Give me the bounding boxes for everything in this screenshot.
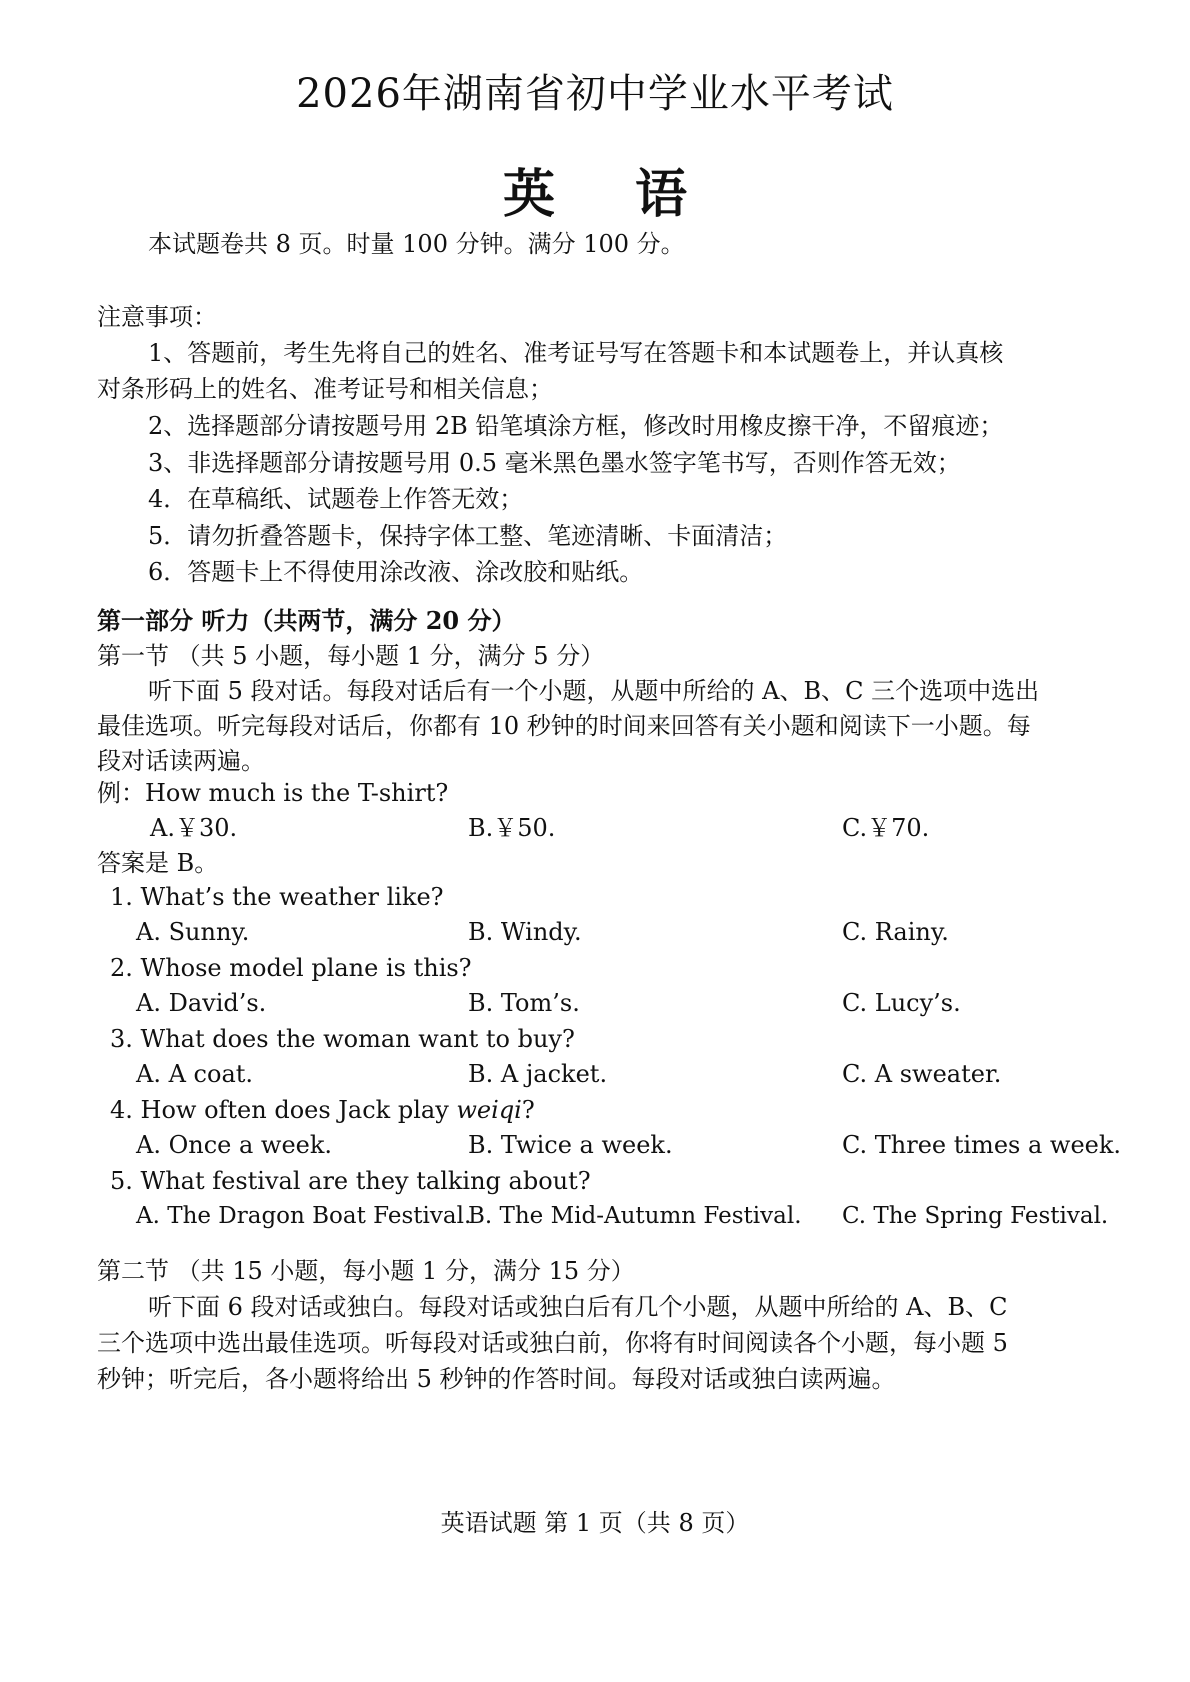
- exam-info: 本试题卷共 8 页。时量 100 分钟。满分 100 分。: [148, 230, 685, 258]
- page-footer: 英语试题 第 1 页（共 8 页）: [440, 1509, 750, 1537]
- q3-option-b: B. A jacket.: [468, 1060, 608, 1088]
- section2-heading: 第二节 （共 15 小题，每小题 1 分，满分 15 分）: [97, 1257, 635, 1285]
- note-item-4: 4．在草稿纸、试题卷上作答无效；: [148, 485, 524, 513]
- section2-instr-a: 听下面 6 段对话或独白。每段对话或独白后有几个小题，从题中所给的 A、B、C: [148, 1293, 1008, 1321]
- note-item-6: 6．答题卡上不得使用涂改液、涂改胶和贴纸。: [148, 558, 644, 586]
- example-option-b: B.￥50.: [468, 814, 556, 842]
- section1-instr-a: 听下面 5 段对话。每段对话后有一个小题，从题中所给的 A、B、C 三个选项中选出: [148, 677, 1040, 705]
- q5-option-c: C. The Spring Festival.: [842, 1203, 1109, 1229]
- question-4: [110, 1095, 535, 1125]
- q4-option-c: C. Three times a week.: [842, 1131, 1122, 1159]
- question-2: 2. Whose model plane is this?: [110, 954, 472, 982]
- example-option-a: A.￥30.: [150, 814, 238, 842]
- part1-heading: 第一部分 听力（共两节，满分 20 分）: [97, 606, 516, 635]
- q3-option-a: A. A coat.: [136, 1060, 254, 1088]
- section1-instr-c: 段对话读两遍。: [97, 747, 265, 775]
- question-3: 3. What does the woman want to buy?: [110, 1025, 575, 1053]
- section1-heading: 第一节 （共 5 小题，每小题 1 分，满分 5 分）: [97, 642, 605, 670]
- note-item-2: 2、选择题部分请按题号用 2B 铅笔填涂方框，修改时用橡皮擦干净，不留痕迹；: [148, 412, 1004, 440]
- q5-option-b: B. The Mid-Autumn Festival.: [468, 1203, 802, 1229]
- q2-option-b: B. Tom’s.: [468, 989, 580, 1017]
- section2-instr-b: 三个选项中选出最佳选项。听每段对话或独白前，你将有时间阅读各个小题，每小题 5: [97, 1329, 1008, 1357]
- q3-option-c: C. A sweater.: [842, 1060, 1002, 1088]
- q5-option-a: A. The Dragon Boat Festival.: [136, 1203, 472, 1229]
- q1-option-b: B. Windy.: [468, 918, 582, 946]
- note-item-1a: 1、答题前，考生先将自己的姓名、准考证号写在答题卡和本试题卷上，并认真核: [148, 339, 1004, 367]
- section2-instr-c: 秒钟；听完后，各小题将给出 5 秒钟的作答时间。每段对话或独白读两遍。: [97, 1365, 896, 1393]
- q4-option-b: B. Twice a week.: [468, 1131, 673, 1159]
- example-answer: 答案是 B。: [97, 849, 219, 877]
- example-option-c: C.￥70.: [842, 814, 930, 842]
- note-item-5: 5．请勿折叠答题卡，保持字体工整、笔迹清晰、卡面清洁；: [148, 522, 788, 550]
- q4-text-suffix: ?: [521, 1096, 535, 1124]
- q1-option-c: C. Rainy.: [842, 918, 949, 946]
- question-1: 1. What’s the weather like?: [110, 883, 444, 911]
- note-item-1b: 对条形码上的姓名、准考证号和相关信息；: [97, 375, 553, 403]
- q2-option-a: A. David’s.: [136, 989, 267, 1017]
- notes-heading: 注意事项：: [97, 303, 217, 331]
- q2-option-c: C. Lucy’s.: [842, 989, 961, 1017]
- subject-title: 英语: [502, 164, 767, 225]
- question-5: 5. What festival are they talking about?: [110, 1167, 591, 1195]
- q4-option-a: A. Once a week.: [136, 1131, 333, 1159]
- q4-text-italic: weiqi: [456, 1096, 522, 1124]
- q4-text-prefix: 4. How often does Jack play: [110, 1096, 457, 1124]
- exam-title: 2026年湖南省初中学业水平考试: [296, 71, 894, 117]
- example-question: 例：How much is the T-shirt?: [97, 779, 449, 807]
- section1-instr-b: 最佳选项。听完每段对话后，你都有 10 秒钟的时间来回答有关小题和阅读下一小题。每: [97, 712, 1031, 740]
- q1-option-a: A. Sunny.: [136, 918, 250, 946]
- note-item-3: 3、非选择题部分请按题号用 0.5 毫米黑色墨水签字笔书写，否则作答无效；: [148, 449, 961, 477]
